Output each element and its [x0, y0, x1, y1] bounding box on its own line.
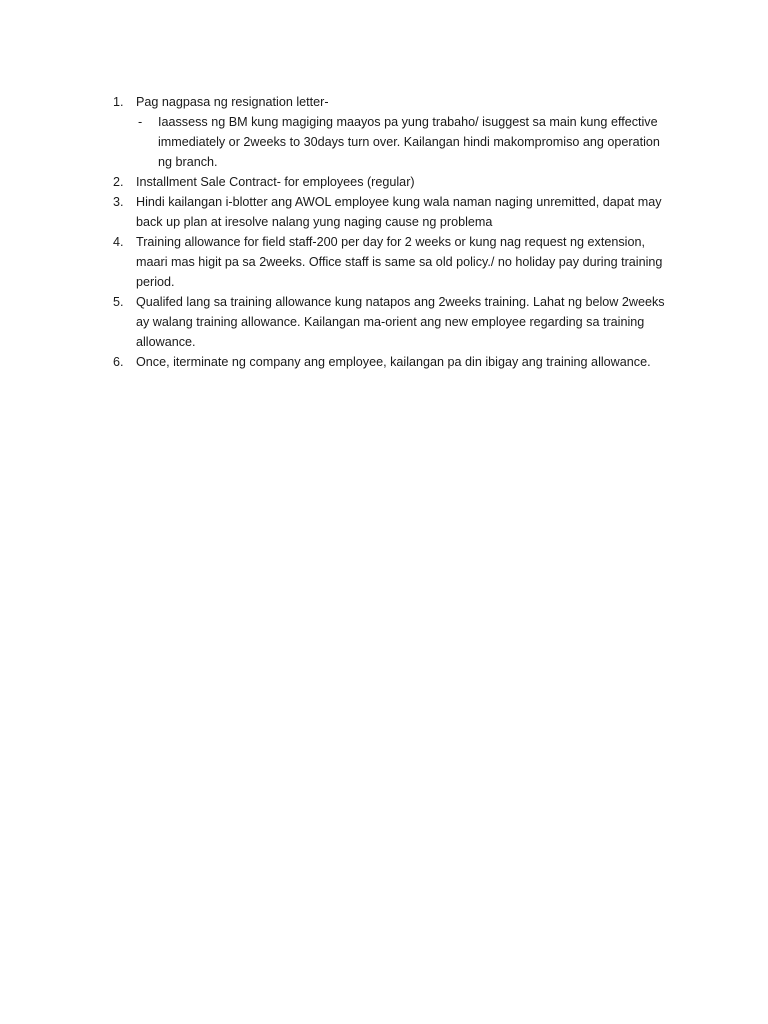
list-number: 4.: [113, 235, 124, 249]
list-item-4: [0, 232, 663, 292]
list-item-text: Installment Sale Contract- for employees (regular): [136, 175, 415, 189]
list-number: 1.: [113, 95, 124, 109]
list-number: 3.: [113, 195, 124, 209]
list-item-text: Training allowance for field staff-200 per day for 2 weeks or kung nag request ng extension, maari mas higit pa sa 2weeks. Office staff is same sa old policy./ no holiday pay during training period.: [136, 235, 663, 289]
list-item-2: [0, 172, 560, 192]
list-number: 6.: [113, 355, 124, 369]
list-item-1: [0, 92, 560, 112]
sub-list-item: [0, 112, 678, 172]
list-item-6: [0, 352, 651, 372]
sub-list-marker: -: [138, 115, 143, 129]
list-item-text: Once, iterminate ng company ang employee, kailangan pa din ibigay ang training allowance.: [136, 355, 651, 369]
list-number: 2.: [113, 175, 124, 189]
list-item-text: Pag nagpasa ng resignation letter-: [136, 95, 329, 109]
list-item-text: Qualifed lang sa training allowance kung natapos ang 2weeks training. Lahat ng below 2weeks ay walang training allowance. Kailangan ma-orient ang new employee regarding sa training allowance.: [136, 295, 665, 349]
list-item-text: Hindi kailangan i-blotter ang AWOL employee kung wala naman naging unremitted, dapat may back up plan at iresolve nalang yung naging cause ng problema: [136, 195, 662, 229]
numbered-list: [0, 92, 665, 372]
list-item-3: [0, 192, 662, 232]
list-item-5: [0, 292, 665, 352]
list-number: 5.: [113, 295, 124, 309]
sub-list-item-text: Iaassess ng BM kung magiging maayos pa yung trabaho/ isuggest sa main kung effective immediately or 2weeks to 30days turn over. Kailangan hindi makompromiso ang operation ng branch.: [158, 115, 660, 169]
